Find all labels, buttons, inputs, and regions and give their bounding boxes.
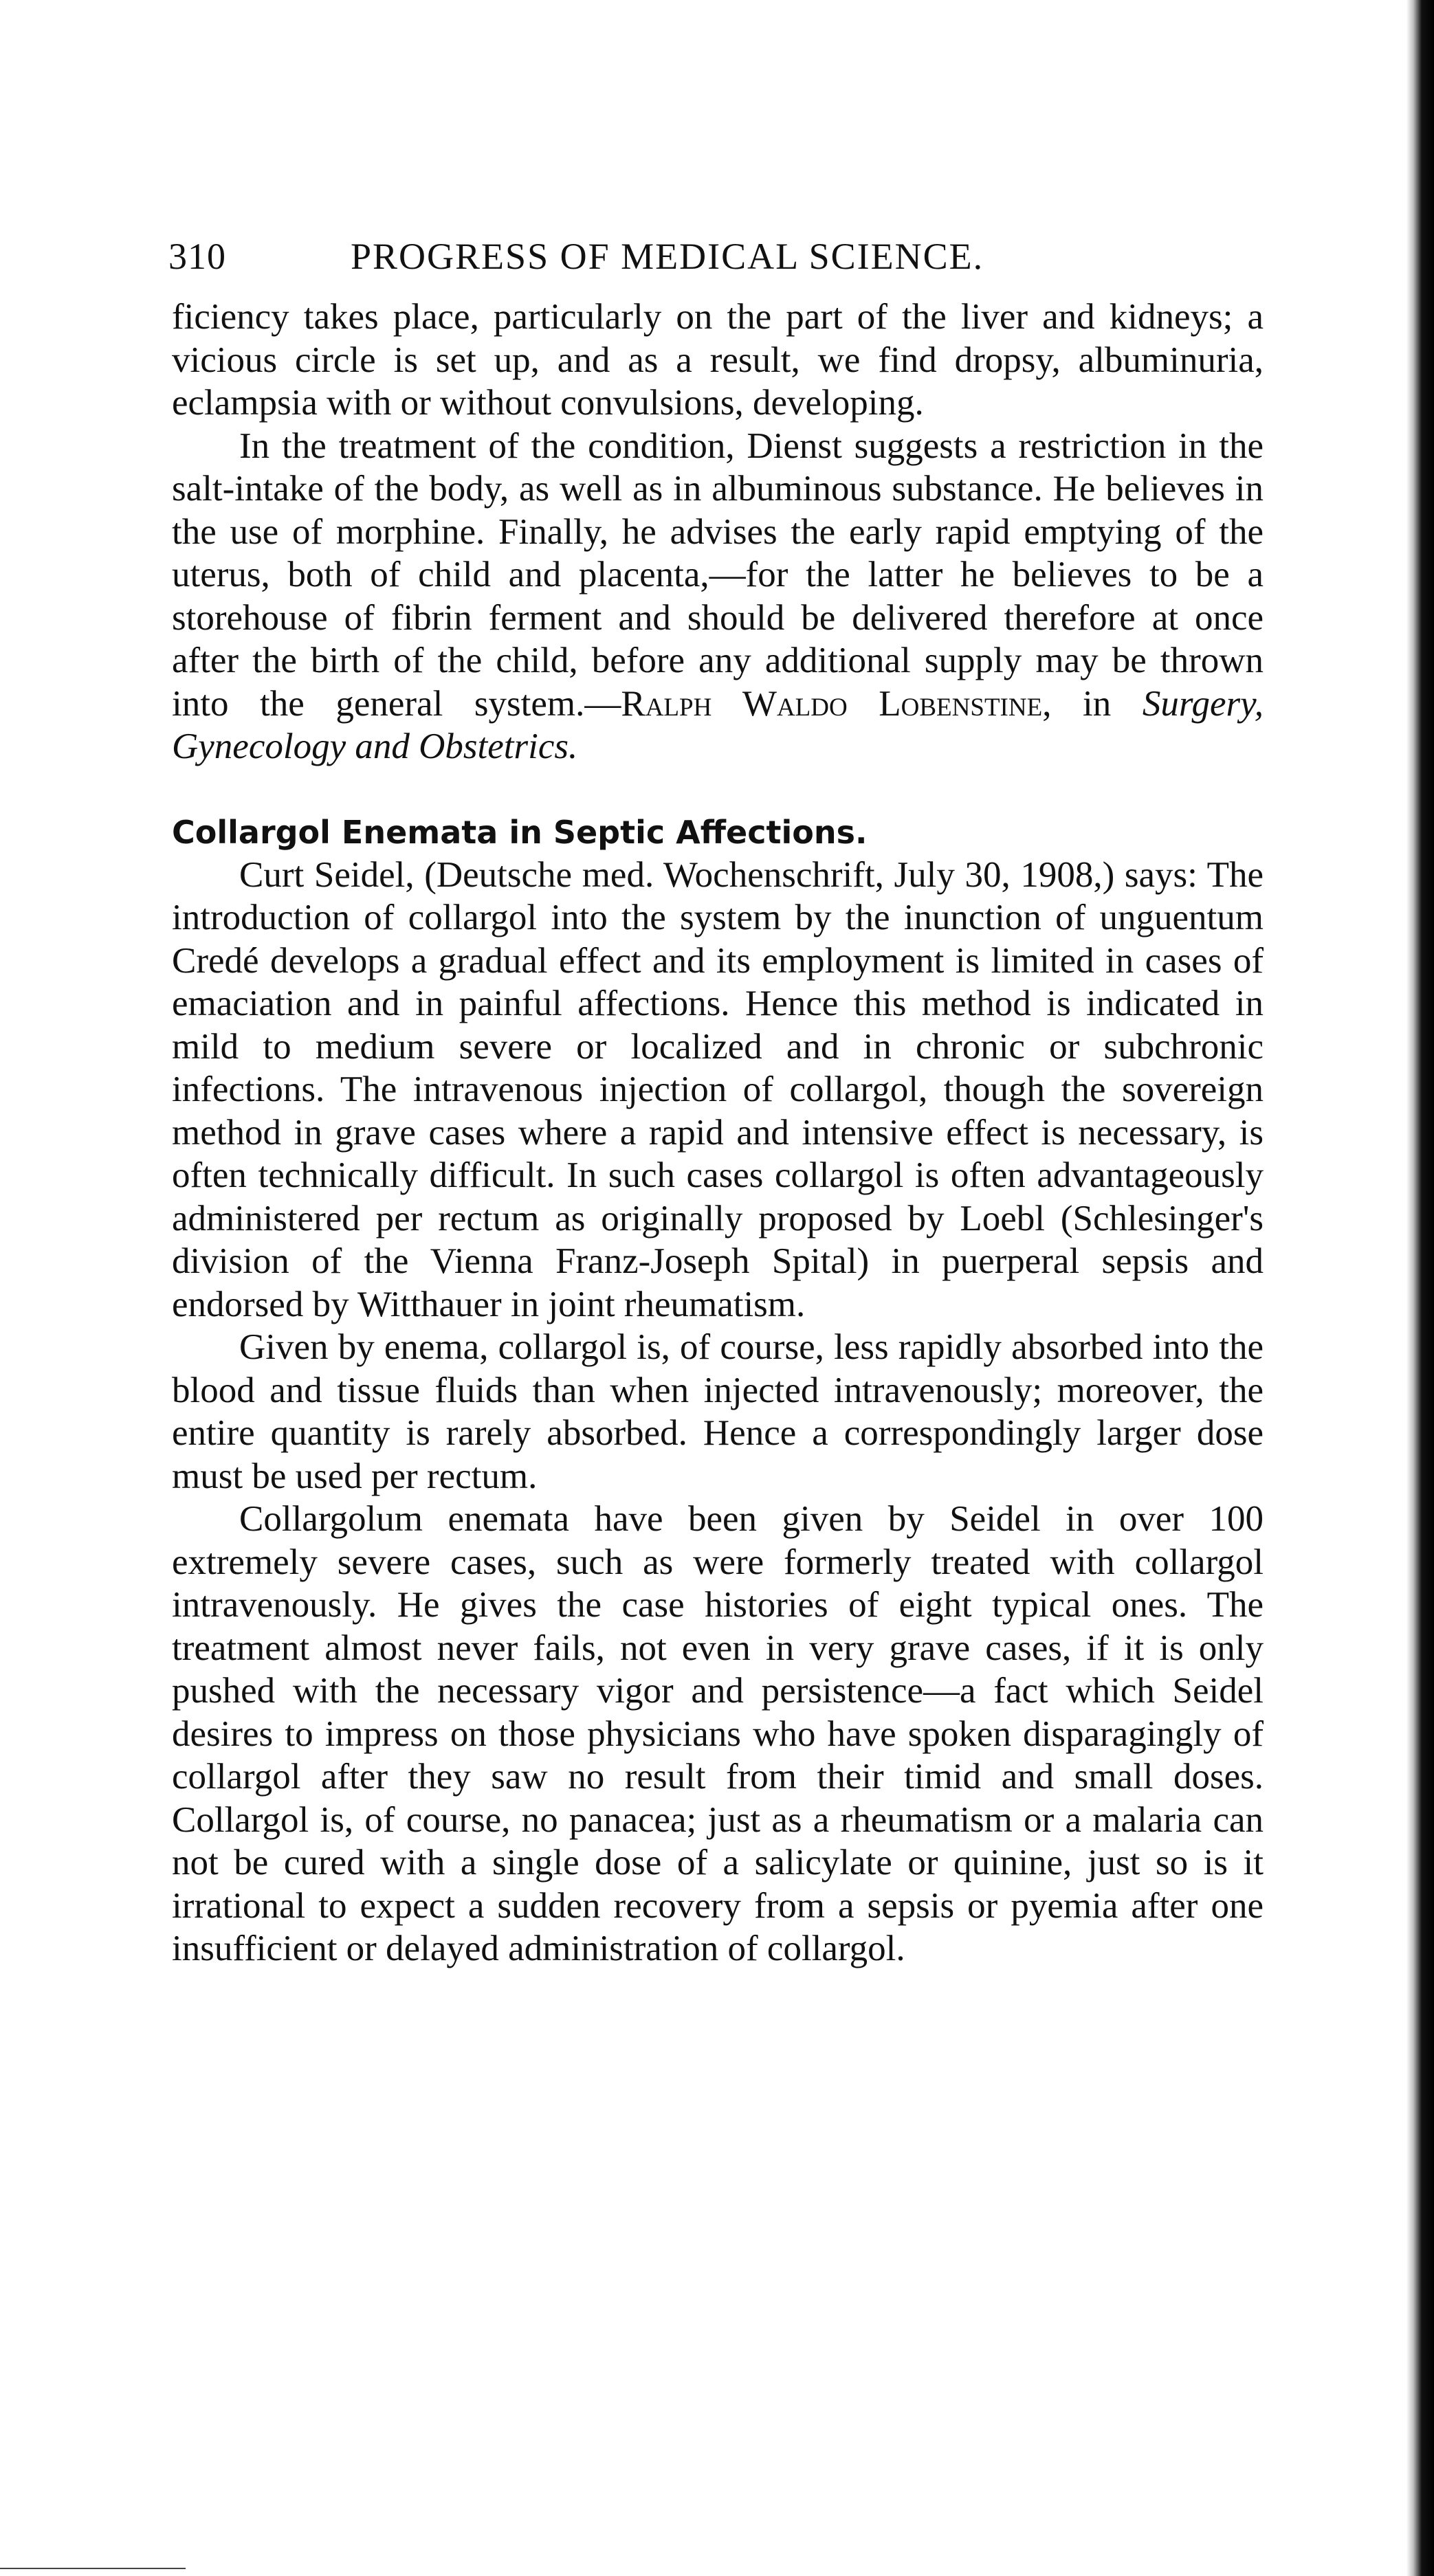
treatment-paragraph — [172, 425, 1264, 768]
article-paragraph-3: Collargolum enemata have been given by Seidel in over 100 extremely severe cases, such as were formerly treated with collargol intravenously. He gives the case histories of eight typical ones. The treatment almost never fails, not even in very grave cases, if it is only pushed with the necessary vigor and persistence—a fact which Seidel desires to impress on those physicians who have spoken disparagingly of collargol after they saw no result from their timid and small doses. Collargol is, of course, no panacea; just as a rheumatism or a malaria can not be cured with a single dose of a salicylate or quinine, just so is it irrational to expect a sudden recovery from a sepsis or pyemia after one insufficient or delayed administration of collargol. — [172, 1499, 1264, 1968]
treatment-text: In the treatment of the condition, Dienst suggests a restriction in the salt-intake of the body, as well as in albuminous substance. He believes in the use of morphine. Finally, he advises the early rapid emptying of the uterus, both of child and placenta,—for the latter he believes to be a storehouse of fibrin ferment and should be delivered therefore at once after the birth of the child, before any additional supply may be thrown into the general system.— — [172, 425, 1264, 724]
article-paragraph-1: Curt Seidel, (Deutsche med. Wochenschrift, July 30, 1908,) says: The introduction of collargol into the system by the inunction of unguentum Credé develops a gradual effect and its employment is limited in cases of emaciation and in painful affections. Hence this method is indicated in mild to medium severe or localized and in chronic or subchronic infections. The intravenous injection of collargol, though the sovereign method in grave cases where a rapid and intensive effect is necessary, is often technically difficult. In such cases collargol is often advantageously administered per rectum as originally proposed by Loebl (Schlesinger's division of the Vienna Franz-Joseph Spital) in puerperal sepsis and endorsed by Witthauer in joint rheumatism. — [172, 854, 1264, 1324]
author-byline: Ralph Waldo Lobenstine, — [621, 683, 1052, 724]
page-body — [172, 296, 1264, 1970]
section-heading: Collargol Enemata in Septic Affections. — [172, 813, 868, 851]
page-number: 310 — [168, 236, 226, 277]
page-edge-shadow — [1407, 0, 1434, 2576]
source-citation: Surgery, Gynecology and Obstetrics. — [172, 683, 1264, 766]
bottom-rule — [0, 2568, 186, 2569]
continued-paragraph: ficiency takes place, particularly on the part of the liver and kidneys; a vicious circle is set up, and as a result, we find dropsy, albuminuria, eclampsia with or without convulsions, developing. — [172, 297, 1264, 423]
source-prefix: in — [1051, 683, 1143, 724]
running-head: PROGRESS OF MEDICAL SCIENCE. — [351, 236, 984, 277]
article-paragraph-2: Given by enema, collargol is, of course, less rapidly absorbed into the blood and tissue fluids than when injected intravenously; moreover, the entire quantity is rarely absorbed. Hence a correspondingly larger dose must be used per rectum. — [172, 1327, 1264, 1496]
page-header — [168, 235, 1268, 283]
